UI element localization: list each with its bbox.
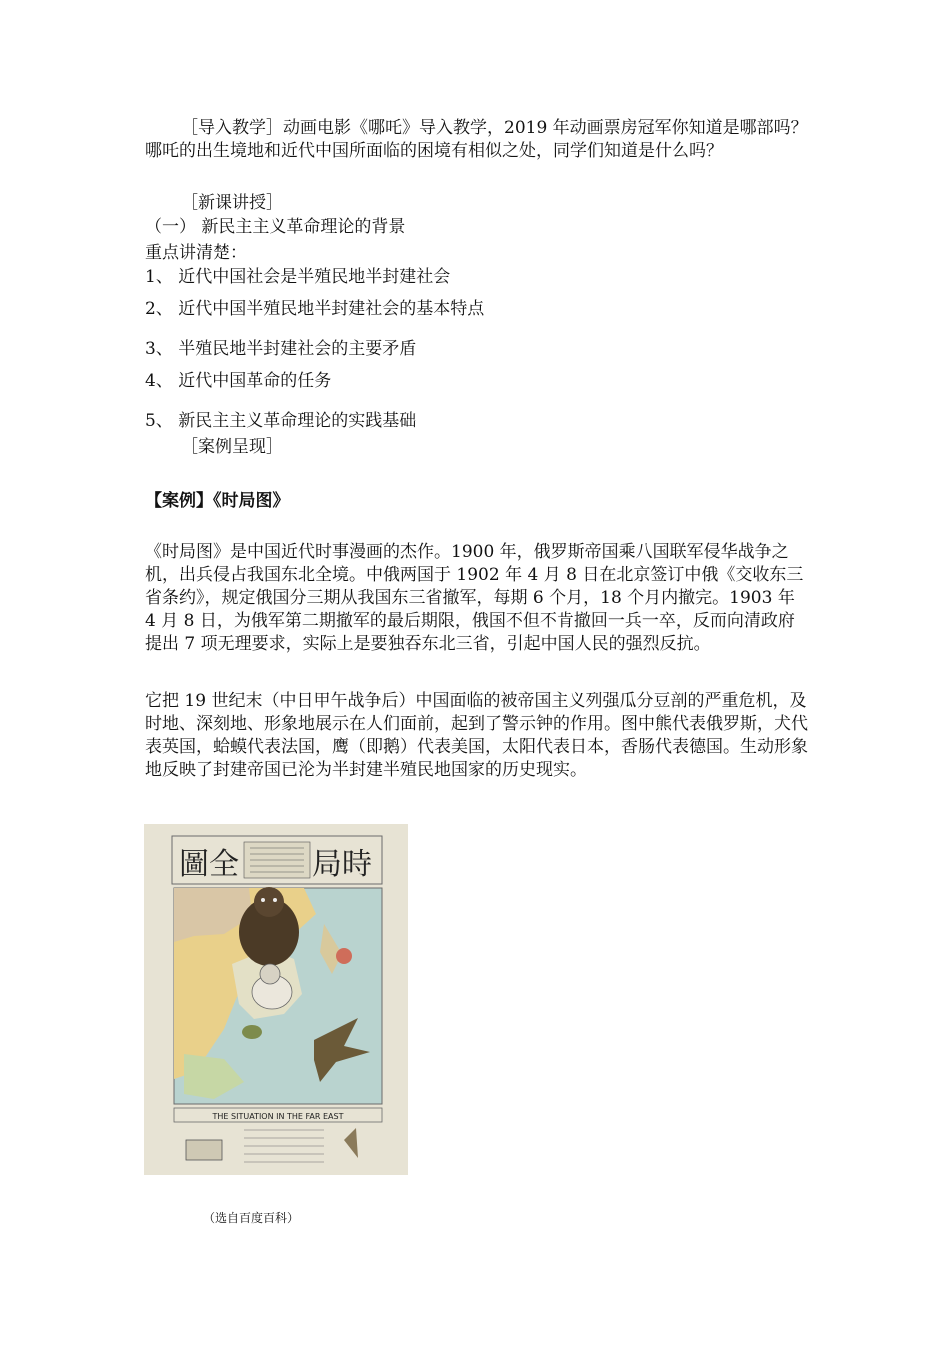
figure-title-right: 局時 (312, 847, 372, 882)
image-caption: （选自百度百科） (203, 1211, 300, 1225)
section-heading: （一） 新民主主义革命理论的背景 (145, 217, 406, 237)
case-label: ［案例呈现］ (181, 437, 283, 457)
case-paragraph-1: 《时局图》是中国近代时事漫画的杰作。1900 年，俄罗斯帝国乘八国联军侵华战争之机，出兵侵占我国东北全境。中俄两国于 1902 年 4 月 8 日在北京签订中俄《交收东三省条约》，规定俄国分三期从我国东三省撤军，每期 6 个月，18 个月内撤完。1903 年 4 月 8 日，为俄军第二期撤军的最后期限，俄国不但不肯撤回一兵一卒，反而向清政府提出 7 项无理要求，实际上是要独吞东北三省，引起中国人民的强烈反抗。 (145, 542, 804, 654)
list-item: 5、 新民主主义革命理论的实践基础 (145, 411, 417, 431)
case-paragraph-2: 它把 19 世纪末（中日甲午战争后）中国面临的被帝国主义列强瓜分豆剖的严重危机，及时地、深刻地、形象地展示在人们面前，起到了警示钟的作用。图中熊代表俄罗斯，犬代表英国，蛤蟆代表法国，鹰（即鹅）代表美国，太阳代表日本，香肠代表德国。生动形象地反映了封建帝国已沦为半封建半殖民地国家的历史现实。 (145, 691, 808, 780)
list-item: 3、 半殖民地半封建社会的主要矛盾 (145, 339, 417, 359)
intro-paragraph: ［导入教学］动画电影《哪吒》导入教学，2019 年动画票房冠军你知道是哪部吗？哪吒的出生境地和近代中国所面临的困境有相似之处，同学们知道是什么吗？ (145, 118, 808, 161)
list-item: 2、 近代中国半殖民地半封建社会的基本特点 (145, 299, 485, 319)
key-points-label: 重点讲清楚： (145, 243, 247, 263)
figure-title-left: 圖全 (179, 847, 239, 882)
figure-banner-text: THE SITUATION IN THE FAR EAST (212, 1112, 344, 1121)
case-title: 【案例】《时局图》 (145, 491, 290, 511)
list-item: 1、 近代中国社会是半殖民地半封建社会 (145, 267, 451, 287)
new-lesson-label: ［新课讲授］ (181, 193, 283, 213)
shijutu-cartoon-image (144, 824, 408, 1175)
list-item: 4、 近代中国革命的任务 (145, 371, 332, 391)
